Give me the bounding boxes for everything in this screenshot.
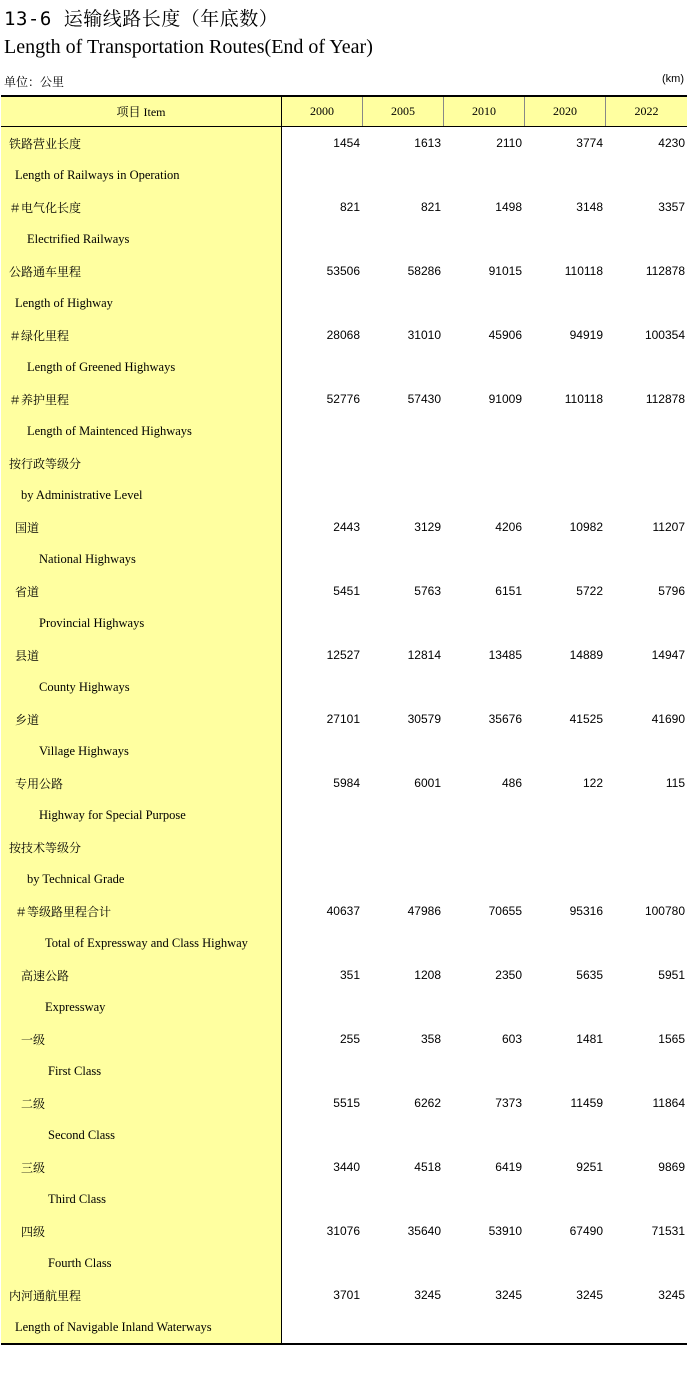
value-cell [363, 159, 444, 191]
value-cell: 3148 [576, 200, 603, 214]
value-cell: 1498 [495, 200, 522, 214]
value-cell [444, 991, 525, 1023]
table-row [1, 575, 687, 607]
row-label: 铁路营业长度 [1, 127, 282, 159]
value-cell [525, 607, 606, 639]
value-cell: 58286 [407, 264, 441, 278]
value-cell: 112878 [645, 264, 685, 278]
value-cell [606, 607, 687, 639]
value-cell [444, 1311, 525, 1343]
value-cell: 9251 [576, 1160, 603, 1174]
row-label: 高速公路 [1, 959, 282, 991]
value-cell: 1565 [658, 1032, 685, 1046]
value-cell: 2350 [495, 968, 522, 982]
value-cell: 3357 [658, 200, 685, 214]
value-cell [363, 287, 444, 319]
header-year-2020: 2020 [525, 97, 606, 126]
value-cell: 100780 [644, 904, 685, 918]
table-row [1, 159, 687, 191]
value-cell: 3774 [576, 136, 603, 150]
row-label: 四级 [1, 1215, 282, 1247]
value-cell [282, 543, 363, 575]
table-row [1, 895, 687, 927]
value-cell [525, 159, 606, 191]
value-cell [363, 735, 444, 767]
value-cell [606, 799, 687, 831]
table-row [1, 223, 687, 255]
value-cell [606, 1119, 687, 1151]
value-cell [363, 927, 444, 959]
unit-label: 单位：公里 [4, 75, 65, 89]
value-cell [282, 1247, 363, 1279]
value-cell: 94919 [569, 328, 603, 342]
table-row [1, 1023, 687, 1055]
value-cell [363, 543, 444, 575]
header-year-2022: 2022 [634, 104, 659, 118]
header-year-2010: 2010 [444, 97, 525, 126]
value-cell [282, 735, 363, 767]
value-cell [444, 927, 525, 959]
value-cell [282, 607, 363, 639]
value-cell: 110118 [564, 392, 603, 406]
value-cell [363, 1055, 444, 1087]
value-cell: 47986 [407, 904, 441, 918]
row-label: 省道 [1, 575, 282, 607]
table-row [1, 671, 687, 703]
value-cell: 95316 [569, 904, 603, 918]
value-cell: 35640 [407, 1224, 441, 1238]
row-label: by Technical Grade [1, 863, 282, 895]
value-cell [606, 287, 687, 319]
row-label: Highway for Special Purpose [1, 799, 282, 831]
table-header [1, 97, 687, 127]
value-cell [282, 287, 363, 319]
table-row [1, 1119, 687, 1151]
value-cell [606, 1247, 687, 1279]
value-cell [606, 671, 687, 703]
value-cell: 603 [501, 1032, 522, 1046]
row-label: 专用公路 [1, 767, 282, 799]
value-cell [525, 991, 606, 1023]
row-label: Total of Expressway and Class Highway [1, 927, 282, 959]
table-row [1, 863, 687, 895]
table-row [1, 1247, 687, 1279]
value-cell [444, 479, 525, 511]
header-item: 项目 Item [1, 97, 282, 126]
value-cell [525, 223, 606, 255]
value-cell: 11864 [652, 1096, 685, 1110]
row-label: by Administrative Level [1, 479, 282, 511]
value-cell [606, 1183, 687, 1215]
value-cell: 3701 [333, 1288, 360, 1302]
value-cell [606, 991, 687, 1023]
value-cell: 10982 [569, 520, 603, 534]
row-label: Length of Maintenced Highways [1, 415, 282, 447]
value-cell [525, 351, 606, 383]
value-cell [444, 863, 525, 895]
value-cell: 11207 [652, 520, 685, 534]
table-row [1, 287, 687, 319]
value-cell [525, 799, 606, 831]
value-cell: 31010 [407, 328, 441, 342]
value-cell: 40637 [326, 904, 360, 918]
value-cell: 4230 [658, 136, 685, 150]
value-cell [444, 223, 525, 255]
header-year-2000: 2000 [282, 97, 363, 126]
table-row [1, 543, 687, 575]
table-row [1, 351, 687, 383]
value-cell: 5722 [576, 584, 603, 598]
value-cell [606, 415, 687, 447]
table-row [1, 1055, 687, 1087]
row-label: ＃等级路里程合计 [1, 895, 282, 927]
value-cell [606, 863, 687, 895]
row-label: County Highways [1, 671, 282, 703]
value-cell [606, 447, 687, 479]
value-cell: 67490 [569, 1224, 603, 1238]
value-cell: 14889 [569, 648, 603, 662]
value-cell [444, 447, 525, 479]
value-cell [444, 607, 525, 639]
value-cell: 5951 [658, 968, 685, 982]
value-cell [606, 351, 687, 383]
value-cell: 31076 [326, 1224, 360, 1238]
table-row [1, 799, 687, 831]
value-cell [444, 735, 525, 767]
value-cell: 71531 [651, 1224, 685, 1238]
table-row [1, 831, 687, 863]
value-cell: 1613 [414, 136, 441, 150]
row-label: 一级 [1, 1023, 282, 1055]
value-cell: 6262 [414, 1096, 441, 1110]
value-cell [444, 1183, 525, 1215]
row-label: 内河通航里程 [1, 1279, 282, 1311]
value-cell [525, 831, 606, 863]
value-cell: 5984 [333, 776, 360, 790]
value-cell: 27101 [326, 712, 360, 726]
value-cell: 41525 [569, 712, 603, 726]
value-cell: 821 [339, 200, 360, 214]
row-label: 按技术等级分 [1, 831, 282, 863]
table-row [1, 511, 687, 543]
table-row [1, 927, 687, 959]
value-cell [363, 351, 444, 383]
table-row [1, 735, 687, 767]
value-cell: 91009 [488, 392, 522, 406]
table-row [1, 479, 687, 511]
value-cell: 28068 [326, 328, 360, 342]
value-cell: 6151 [495, 584, 522, 598]
table-row [1, 607, 687, 639]
value-cell: 70655 [488, 904, 522, 918]
value-cell: 5635 [576, 968, 603, 982]
table-row [1, 127, 687, 159]
value-cell [282, 863, 363, 895]
value-cell [525, 1311, 606, 1343]
value-cell [282, 1055, 363, 1087]
value-cell: 6001 [414, 776, 441, 790]
row-label: 三级 [1, 1151, 282, 1183]
table-row [1, 1215, 687, 1247]
value-cell [363, 1183, 444, 1215]
value-cell: 3440 [333, 1160, 360, 1174]
value-cell: 41690 [651, 712, 685, 726]
value-cell [525, 863, 606, 895]
value-cell: 2110 [496, 136, 522, 150]
value-cell [282, 799, 363, 831]
table-row [1, 447, 687, 479]
value-cell [525, 1119, 606, 1151]
value-cell [444, 287, 525, 319]
value-cell [282, 223, 363, 255]
value-cell: 12814 [407, 648, 441, 662]
unit-abbreviation: (km) [662, 73, 684, 85]
table-row [1, 319, 687, 351]
value-cell: 1208 [414, 968, 441, 982]
value-cell [525, 1183, 606, 1215]
row-label: ＃电气化长度 [1, 191, 282, 223]
value-cell: 122 [582, 776, 603, 790]
value-cell [606, 543, 687, 575]
table-row [1, 1087, 687, 1119]
page-title-english: Length of Transportation Routes(End of Year) [4, 36, 373, 58]
row-label: National Highways [1, 543, 282, 575]
value-cell: 53506 [326, 264, 360, 278]
value-cell: 351 [339, 968, 360, 982]
page-title-chinese: 13-6 运输线路长度（年底数） [4, 8, 279, 30]
value-cell [525, 927, 606, 959]
value-cell [363, 447, 444, 479]
value-cell [444, 799, 525, 831]
value-cell: 1481 [576, 1032, 603, 1046]
row-label: ＃绿化里程 [1, 319, 282, 351]
table-row [1, 959, 687, 991]
value-cell [363, 863, 444, 895]
row-label: Second Class [1, 1119, 282, 1151]
row-label: Electrified Railways [1, 223, 282, 255]
table-row [1, 255, 687, 287]
value-cell [282, 1183, 363, 1215]
value-cell: 1454 [333, 136, 360, 150]
value-cell [282, 1119, 363, 1151]
value-cell [363, 1247, 444, 1279]
value-cell: 3129 [414, 520, 441, 534]
value-cell [363, 1119, 444, 1151]
table-row [1, 991, 687, 1023]
value-cell: 2443 [333, 520, 360, 534]
value-cell [282, 447, 363, 479]
value-cell: 358 [420, 1032, 441, 1046]
value-cell: 52776 [326, 392, 360, 406]
value-cell [282, 159, 363, 191]
value-cell [363, 479, 444, 511]
value-cell: 45906 [488, 328, 522, 342]
value-cell: 100354 [644, 328, 685, 342]
value-cell [363, 831, 444, 863]
row-label: 二级 [1, 1087, 282, 1119]
header-year-2005: 2005 [363, 97, 444, 126]
value-cell: 14947 [651, 648, 685, 662]
row-label: 按行政等级分 [1, 447, 282, 479]
value-cell [363, 671, 444, 703]
value-cell: 53910 [488, 1224, 522, 1238]
value-cell [525, 735, 606, 767]
row-label: Length of Greened Highways [1, 351, 282, 383]
value-cell [525, 479, 606, 511]
value-cell: 3245 [658, 1288, 685, 1302]
value-cell [363, 607, 444, 639]
row-label: Third Class [1, 1183, 282, 1215]
value-cell: 7373 [495, 1096, 522, 1110]
value-cell: 3245 [414, 1288, 441, 1302]
value-cell [525, 1247, 606, 1279]
value-cell [525, 671, 606, 703]
value-cell [606, 1055, 687, 1087]
value-cell [525, 287, 606, 319]
value-cell [606, 927, 687, 959]
table-row [1, 767, 687, 799]
value-cell: 821 [420, 200, 441, 214]
value-cell [525, 1055, 606, 1087]
value-cell [525, 415, 606, 447]
value-cell: 112878 [645, 392, 685, 406]
value-cell: 4206 [495, 520, 522, 534]
value-cell [282, 351, 363, 383]
row-label: 公路通车里程 [1, 255, 282, 287]
value-cell: 4518 [414, 1160, 441, 1174]
value-cell [444, 159, 525, 191]
value-cell: 5763 [414, 584, 441, 598]
table-row [1, 383, 687, 415]
row-label: Fourth Class [1, 1247, 282, 1279]
value-cell [606, 223, 687, 255]
value-cell [606, 479, 687, 511]
table-row [1, 639, 687, 671]
value-cell [282, 671, 363, 703]
value-cell: 35676 [488, 712, 522, 726]
table-row [1, 1151, 687, 1183]
row-label: Village Highways [1, 735, 282, 767]
value-cell [444, 1247, 525, 1279]
value-cell [363, 415, 444, 447]
row-label: Provincial Highways [1, 607, 282, 639]
value-cell [444, 351, 525, 383]
value-cell [444, 1119, 525, 1151]
value-cell: 13485 [488, 648, 522, 662]
value-cell [282, 991, 363, 1023]
value-cell [606, 735, 687, 767]
value-cell [444, 1055, 525, 1087]
value-cell: 5796 [658, 584, 685, 598]
value-cell [363, 223, 444, 255]
value-cell: 5515 [333, 1096, 360, 1110]
table-row [1, 1311, 687, 1343]
value-cell [444, 831, 525, 863]
routes-table [1, 95, 687, 1345]
value-cell [363, 991, 444, 1023]
row-label: ＃养护里程 [1, 383, 282, 415]
value-cell: 5451 [333, 584, 360, 598]
value-cell: 110118 [564, 264, 603, 278]
row-label: Expressway [1, 991, 282, 1023]
value-cell [282, 479, 363, 511]
row-label: First Class [1, 1055, 282, 1087]
row-label: Length of Navigable Inland Waterways [1, 1311, 282, 1343]
value-cell: 6419 [495, 1160, 522, 1174]
value-cell [606, 831, 687, 863]
value-cell: 3245 [576, 1288, 603, 1302]
value-cell: 115 [665, 776, 685, 790]
value-cell [606, 1311, 687, 1343]
value-cell: 486 [501, 776, 522, 790]
value-cell: 91015 [488, 264, 522, 278]
row-label: 乡道 [1, 703, 282, 735]
table-row [1, 191, 687, 223]
value-cell: 3245 [495, 1288, 522, 1302]
value-cell: 11459 [570, 1096, 603, 1110]
value-cell: 57430 [407, 392, 441, 406]
value-cell: 30579 [407, 712, 441, 726]
value-cell [525, 543, 606, 575]
value-cell: 255 [339, 1032, 360, 1046]
value-cell: 12527 [326, 648, 360, 662]
value-cell [363, 1311, 444, 1343]
table-row [1, 1279, 687, 1311]
value-cell [282, 831, 363, 863]
table-row [1, 703, 687, 735]
value-cell [444, 671, 525, 703]
value-cell [363, 799, 444, 831]
value-cell [606, 159, 687, 191]
value-cell [282, 415, 363, 447]
value-cell [444, 543, 525, 575]
row-label: Length of Highway [1, 287, 282, 319]
value-cell [525, 447, 606, 479]
value-cell: 9869 [658, 1160, 685, 1174]
table-body [1, 127, 687, 1343]
table-row [1, 415, 687, 447]
row-label: 国道 [1, 511, 282, 543]
row-label: 县道 [1, 639, 282, 671]
row-label: Length of Railways in Operation [1, 159, 282, 191]
table-row [1, 1183, 687, 1215]
value-cell [444, 415, 525, 447]
value-cell [282, 927, 363, 959]
value-cell [282, 1311, 363, 1343]
